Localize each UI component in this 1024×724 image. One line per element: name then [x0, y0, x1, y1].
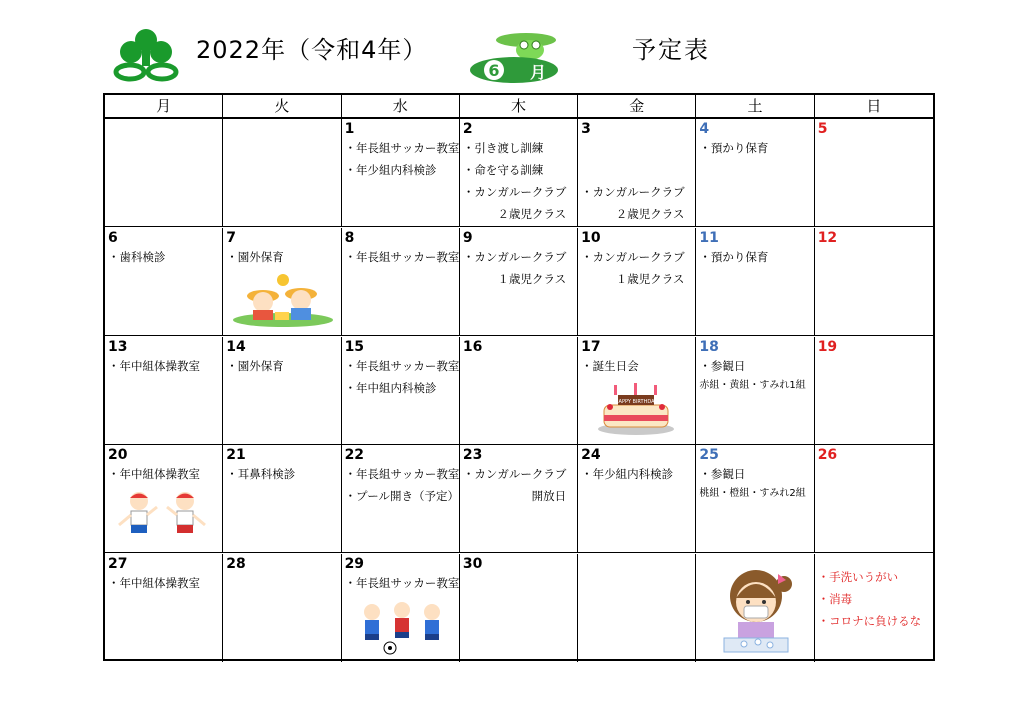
event-text: ・年長組サッカー教室 — [344, 467, 460, 482]
calendar-table — [103, 93, 935, 661]
day-number: 9 — [462, 229, 473, 246]
year-label: 2022年（令和4年） — [196, 36, 428, 64]
day-cell — [223, 337, 341, 445]
event-text: ・園外保育 — [226, 249, 284, 264]
day-cell — [460, 337, 578, 445]
soccer-kids-illustration — [352, 598, 452, 656]
event-detail: 赤組・黄組・すみれ1組 — [699, 379, 806, 391]
day-number: 24 — [581, 447, 601, 464]
day-number: 15 — [344, 338, 365, 355]
day-cell — [223, 119, 341, 227]
day-number: 21 — [226, 447, 246, 464]
day-number: 10 — [581, 229, 601, 246]
day-number: 2 — [462, 121, 473, 137]
day-cell — [460, 228, 578, 336]
day-cell — [460, 445, 578, 553]
day-number: 20 — [108, 447, 128, 464]
day-cell — [815, 445, 933, 553]
week-row — [105, 337, 933, 445]
event-text: ・カンガルークラブ — [462, 249, 567, 264]
day-number: 5 — [817, 121, 828, 137]
day-number: 4 — [699, 121, 710, 137]
day-number: 1 — [344, 121, 355, 137]
weekday-header: 金 — [578, 95, 696, 119]
day-number: 13 — [108, 338, 128, 355]
weekday-header: 木 — [460, 95, 578, 119]
weekday-header: 火 — [223, 95, 341, 119]
day-number: 14 — [226, 338, 246, 355]
day-cell — [815, 119, 933, 227]
cake-plaque-text: HAPPY BIRTHDAY — [614, 398, 658, 405]
day-cell — [342, 554, 460, 662]
day-cell — [342, 119, 460, 227]
weekday-header-row — [105, 95, 933, 119]
week-row — [105, 119, 933, 227]
day-number: 26 — [817, 447, 838, 464]
day-cell — [815, 554, 933, 662]
day-cell — [342, 445, 460, 553]
event-text: ・預かり保育 — [699, 249, 769, 264]
day-cell — [223, 445, 341, 553]
day-number: 23 — [462, 447, 483, 464]
event-text: ・年長組サッカー教室 — [344, 141, 460, 155]
day-number: 3 — [581, 121, 591, 137]
day-number: 8 — [344, 229, 355, 246]
month-badge-number: 6 — [488, 61, 500, 80]
event-text: ・年中組体操教室 — [108, 467, 200, 482]
day-cell — [696, 337, 814, 445]
event-detail: ２歳児クラス — [615, 207, 685, 221]
event-text: ・参観日 — [699, 467, 746, 482]
day-number: 19 — [817, 338, 838, 355]
day-cell — [578, 228, 696, 336]
event-text: ・カンガルークラブ — [462, 185, 567, 199]
day-cell — [223, 554, 341, 662]
day-number: 28 — [226, 556, 246, 573]
event-text: ・年中組体操教室 — [108, 358, 200, 373]
day-cell — [105, 119, 223, 227]
event-text: ・園外保育 — [226, 358, 284, 373]
day-cell — [105, 228, 223, 336]
day-cell — [578, 119, 696, 227]
page-title: 予定表 — [632, 36, 710, 64]
event-text: ・カンガルークラブ — [581, 185, 685, 199]
event-detail: ２歳児クラス — [497, 207, 567, 221]
day-cell — [105, 554, 223, 662]
event-text: ・耳鼻科検診 — [226, 467, 296, 482]
event-text: ・引き渡し訓練 — [462, 141, 544, 155]
day-cell — [696, 119, 814, 227]
month-badge-unit: 月 — [529, 63, 547, 82]
weekday-header: 日 — [815, 95, 933, 119]
event-text: ・カンガルークラブ — [581, 249, 685, 264]
day-number: 11 — [699, 229, 719, 246]
day-number: 25 — [699, 447, 719, 464]
day-number: 27 — [108, 556, 128, 573]
weekday-header: 月 — [105, 95, 223, 119]
event-text: ・命を守る訓練 — [462, 163, 544, 177]
day-number: 7 — [226, 229, 237, 246]
day-number: 17 — [581, 338, 601, 355]
day-cell — [578, 445, 696, 553]
exercising-kids-illustration — [113, 489, 213, 547]
day-cell — [578, 337, 696, 445]
event-detail: 桃組・橙組・すみれ2組 — [699, 488, 806, 500]
day-cell — [105, 337, 223, 445]
day-cell — [815, 337, 933, 445]
health-note: ・コロナに負けるな — [817, 614, 922, 629]
event-text: ・誕生日会 — [581, 358, 639, 373]
event-text: ・年少組内科検診 — [581, 467, 674, 482]
event-text: ・参観日 — [699, 358, 746, 373]
health-note: ・消毒 — [817, 592, 853, 607]
day-cell — [223, 228, 341, 336]
event-text: ・年少組内科検診 — [344, 163, 437, 177]
event-text: ・年長組サッカー教室 — [344, 576, 460, 591]
event-text: ・プール開き（予定） — [344, 489, 459, 504]
day-number: 18 — [699, 338, 719, 355]
day-cell — [696, 445, 814, 553]
event-text: ・年中組内科検診 — [344, 380, 437, 395]
day-cell — [342, 337, 460, 445]
day-cell — [696, 228, 814, 336]
day-cell — [460, 554, 578, 662]
event-text: ・年中組体操教室 — [108, 576, 200, 591]
event-text: ・カンガルークラブ — [462, 467, 567, 482]
event-detail: １歳児クラス — [497, 271, 567, 286]
event-text: ・歯科検診 — [108, 249, 166, 264]
week-row — [105, 228, 933, 336]
health-note: ・手洗いうがい — [817, 570, 899, 585]
day-number: 22 — [344, 447, 365, 464]
school-logo-icon — [110, 24, 182, 82]
day-number: 6 — [108, 229, 118, 246]
day-number: 29 — [344, 556, 365, 573]
day-cell — [460, 119, 578, 227]
day-cell — [696, 554, 814, 662]
week-row — [105, 554, 933, 662]
weekday-header: 水 — [342, 95, 460, 119]
june-frog-badge-icon — [468, 28, 564, 84]
event-text — [581, 137, 692, 159]
week-row — [105, 445, 933, 553]
event-text: ・年長組サッカー教室 — [344, 249, 460, 264]
event-detail: 開放日 — [531, 489, 567, 504]
event-text: ・年長組サッカー教室 — [344, 358, 460, 373]
picnic-kids-illustration — [231, 272, 335, 328]
day-number: 30 — [462, 556, 483, 573]
event-text — [581, 159, 692, 181]
day-cell — [105, 445, 223, 553]
birthday-cake-illustration — [596, 381, 676, 437]
day-number: 12 — [817, 229, 838, 246]
event-text: ・預かり保育 — [699, 141, 769, 155]
event-detail: １歳児クラス — [615, 271, 685, 286]
day-cell — [578, 554, 696, 662]
weekday-header: 土 — [696, 95, 814, 119]
day-number: 16 — [462, 338, 483, 355]
handwashing-girl-illustration — [714, 560, 798, 656]
day-cell — [342, 228, 460, 336]
day-cell — [815, 228, 933, 336]
